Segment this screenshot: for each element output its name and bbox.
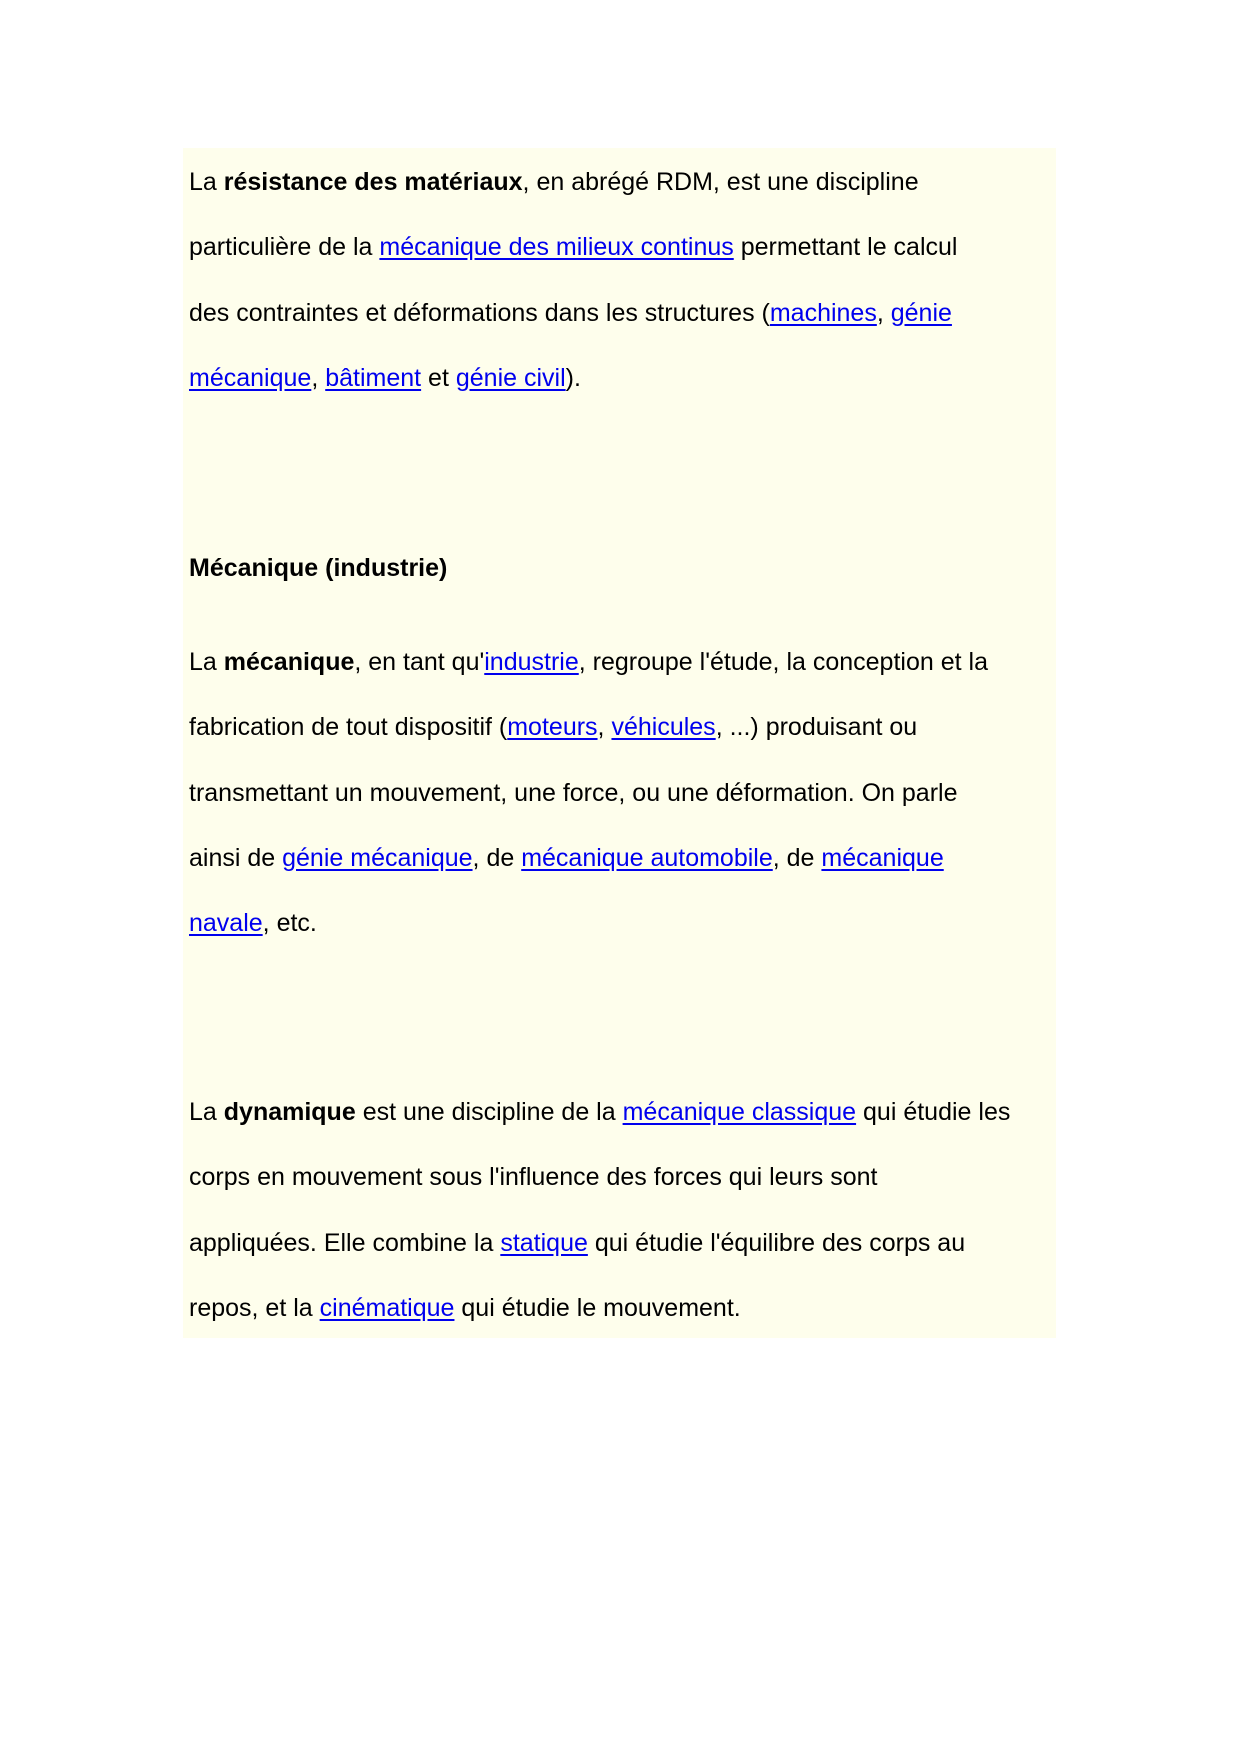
text-run: , — [597, 713, 612, 742]
text-run: est une discipline de la — [355, 1098, 623, 1126]
text-run: des contraintes et déformations dans les structures ( — [189, 298, 770, 327]
paragraph-line — [189, 826, 1055, 891]
paragraph-line — [189, 1145, 1055, 1210]
paragraph-line — [189, 346, 1055, 411]
link-machines[interactable]: machines — [769, 298, 877, 327]
link-genie-civil[interactable]: génie civil — [455, 363, 566, 392]
bold-term-mecanique: mécanique — [223, 648, 355, 676]
link-cinematique[interactable]: cinématique — [319, 1293, 455, 1322]
paragraph-line — [189, 891, 1055, 956]
section-heading-mecanique: Mécanique (industrie) — [189, 554, 448, 582]
link-batiment[interactable]: bâtiment — [325, 363, 422, 392]
text-run: qui étudie les — [856, 1098, 1011, 1126]
text-run: La — [189, 168, 224, 196]
link-genie-mecanique[interactable]: génie mécanique — [282, 843, 473, 872]
text-run: , en tant qu' — [354, 648, 485, 676]
link-moteurs[interactable]: moteurs — [507, 713, 598, 742]
text-run: et — [421, 363, 456, 392]
link-genie-mecanique-part1[interactable]: génie — [890, 298, 952, 327]
paragraph-dynamique — [189, 1080, 1055, 1341]
paragraph-line — [189, 1080, 1055, 1145]
text-run: , en abrégé RDM, est une discipline — [522, 168, 919, 196]
link-industrie[interactable]: industrie — [484, 648, 579, 676]
text-run: , etc. — [262, 909, 317, 938]
text-run: , — [876, 298, 891, 327]
paragraph-line — [189, 695, 1055, 760]
text-run: , regroupe l'étude, la conception et la — [578, 648, 988, 676]
link-mecanique-classique[interactable]: mécanique classique — [622, 1098, 857, 1126]
text-run: permettant le calcul — [733, 233, 958, 262]
paragraph-line — [189, 1211, 1055, 1276]
paragraph-line — [189, 150, 1055, 215]
text-run: , de — [772, 843, 822, 872]
text-run: qui étudie le mouvement. — [454, 1293, 741, 1322]
paragraph-line — [189, 215, 1055, 280]
link-vehicules[interactable]: véhicules — [611, 713, 716, 742]
link-mecanique-navale-part2[interactable]: navale — [189, 909, 263, 938]
paragraph-line — [189, 761, 1055, 826]
bold-term-dynamique: dynamique — [223, 1098, 356, 1126]
text-run: ainsi de — [189, 843, 283, 872]
text-run: repos, et la — [189, 1293, 320, 1322]
text-run: , ...) produisant ou — [715, 713, 918, 742]
text-run: , de — [472, 843, 522, 872]
text-run: transmettant un mouvement, une force, ou une déformation. On parle — [189, 778, 958, 807]
link-mecanique-navale-part1[interactable]: mécanique — [821, 843, 944, 872]
text-run: La — [189, 1098, 224, 1126]
text-run: ). — [565, 363, 581, 392]
paragraph-rdm — [189, 150, 1055, 411]
link-genie-mecanique-part2[interactable]: mécanique — [189, 363, 312, 392]
text-run: particulière de la — [189, 233, 380, 262]
link-statique[interactable]: statique — [500, 1228, 588, 1257]
text-run: fabrication de tout dispositif ( — [189, 713, 508, 742]
text-run: , — [311, 363, 326, 392]
paragraph-mecanique — [189, 630, 1055, 956]
text-run: appliquées. Elle combine la — [189, 1228, 501, 1257]
text-run: qui étudie l'équilibre des corps au — [587, 1228, 966, 1257]
link-mecanique-milieux-continus[interactable]: mécanique des milieux continus — [379, 233, 734, 262]
paragraph-line — [189, 281, 1055, 346]
bold-term-rdm: résistance des matériaux — [223, 168, 523, 196]
link-mecanique-automobile[interactable]: mécanique automobile — [521, 843, 773, 872]
text-run: corps en mouvement sous l'influence des forces qui leurs sont — [189, 1163, 878, 1192]
paragraph-line — [189, 1276, 1055, 1341]
paragraph-line — [189, 630, 1055, 695]
text-run: La — [189, 648, 224, 676]
